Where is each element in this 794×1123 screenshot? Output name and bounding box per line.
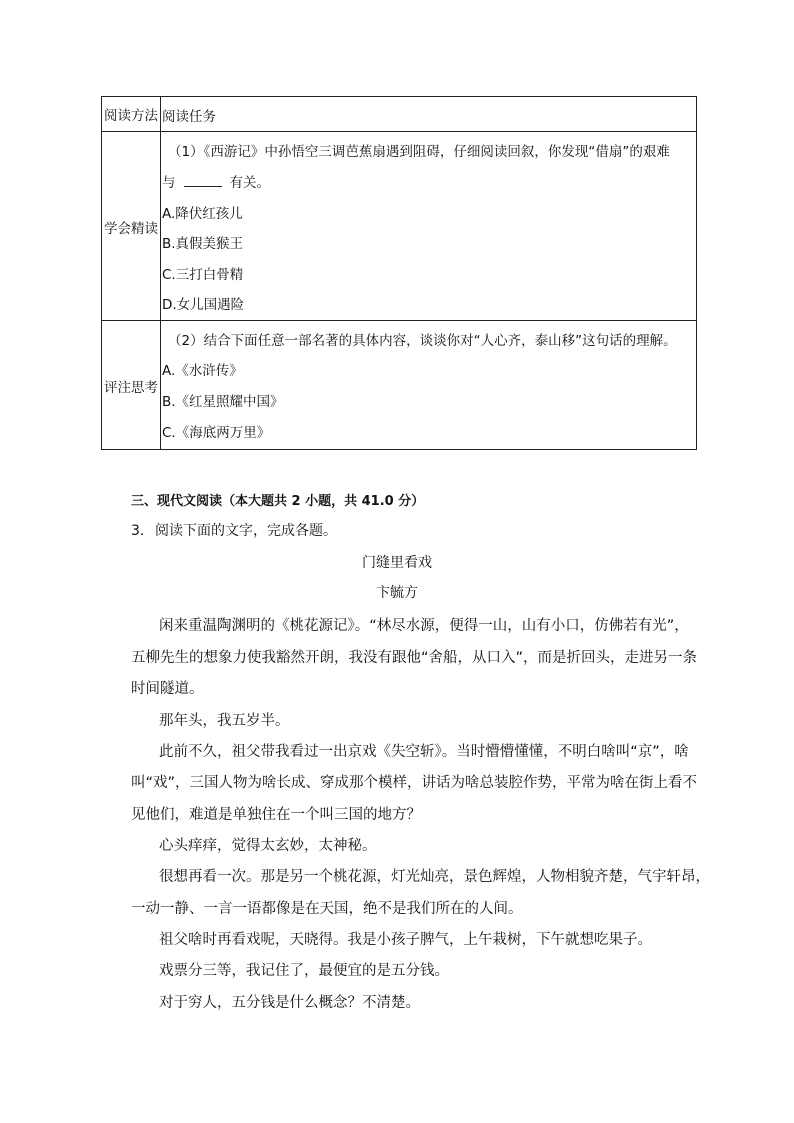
paragraph-line: 时间隧道。	[131, 681, 204, 697]
article-author: 卞毓方	[376, 585, 418, 601]
paragraph-line: 戏票分三等，我记住了，最便宜的是五分钱。	[159, 963, 449, 979]
paragraph-line: 一动一静、一言一语都像是在天国，绝不是我们所在的人间。	[131, 901, 523, 917]
question-1-line-1: （1）《西游记》中孙悟空三调芭蕉扇遇到阻碍，仔细阅读回叙，你发现“借扇”的艰难	[168, 144, 670, 160]
table-row-annotation	[102, 320, 696, 449]
question-text: 阅读下面的文字，完成各题。	[155, 523, 337, 539]
paragraph-line: 闲来重温陶渊明的《桃花源记》。“林尽水源，便得一山，山有小口，仿佛若有光”，	[159, 618, 689, 634]
header-method: 阅读方法	[104, 108, 158, 124]
option-a: A.《水浒传》	[162, 363, 243, 379]
table-row-close-reading	[102, 131, 696, 320]
paragraph-line: 祖父啥时再看戏呢，天晓得。我是小孩子脾气，上午栽树，下午就想吃果子。	[159, 932, 652, 948]
paragraph-line: 那年头，我五岁半。	[159, 713, 290, 729]
question-1-line-2	[162, 171, 270, 191]
paragraph-line: 对于穷人，五分钱是什么概念？不清楚。	[159, 995, 420, 1011]
question-3	[131, 520, 337, 540]
paragraph-line: 心头痒痒，觉得太玄妙，太神秘。	[159, 838, 377, 854]
option-c: C.《海底两万里》	[162, 425, 271, 441]
option-d: D.女儿国遇险	[162, 297, 245, 313]
method-annotation: 评注思考	[104, 379, 158, 396]
article-title: 门缝里看戏	[362, 555, 432, 571]
paragraph-line: 见他们，难道是单独住在一个叫三国的地方？	[131, 807, 421, 823]
question-2-line-1: （2）结合下面任意一部名著的具体内容，谈谈你对“人心齐，泰山移”这句话的理解。	[168, 333, 677, 349]
task-annotation	[162, 321, 692, 450]
question-1-suffix: 有关。	[229, 175, 270, 191]
option-b: B.真假美猴王	[162, 236, 244, 252]
paragraph-line: 五柳先生的想象力使我豁然开朗，我没有跟他“舍船，从口入”，而是折回头，走进另一条	[131, 650, 698, 666]
question-1-prefix: 与	[162, 175, 176, 191]
option-a: A.降伏红孩儿	[162, 206, 243, 222]
question-number: 3.	[131, 523, 145, 539]
reading-task-table	[101, 96, 697, 450]
option-c: C.三打白骨精	[162, 267, 244, 283]
answer-blank	[184, 176, 222, 187]
paragraph-line: 很想再看一次。那是另一个桃花源，灯光灿亮，景色辉煌，人物相貌齐楚，气宇轩昂，	[159, 869, 710, 885]
table-header-row	[102, 97, 696, 131]
task-close-reading	[162, 132, 692, 321]
method-close-reading: 学会精读	[104, 220, 158, 237]
header-task: 阅读任务	[162, 109, 216, 125]
option-b: B.《红星照耀中国》	[162, 394, 284, 410]
paragraph-line: 叫“戏”，三国人物为啥长成、穿成那个模样，讲话为啥总装腔作势，平常为啥在街上看不	[131, 775, 698, 791]
paragraph-line: 此前不久，祖父带我看过一出京戏《失空斩》。当时懵懵懂懂，不明白啥叫“京”，啥	[159, 744, 689, 760]
section-heading: 三、现代文阅读（本大题共 2 小题，共 41.0 分）	[131, 494, 425, 509]
